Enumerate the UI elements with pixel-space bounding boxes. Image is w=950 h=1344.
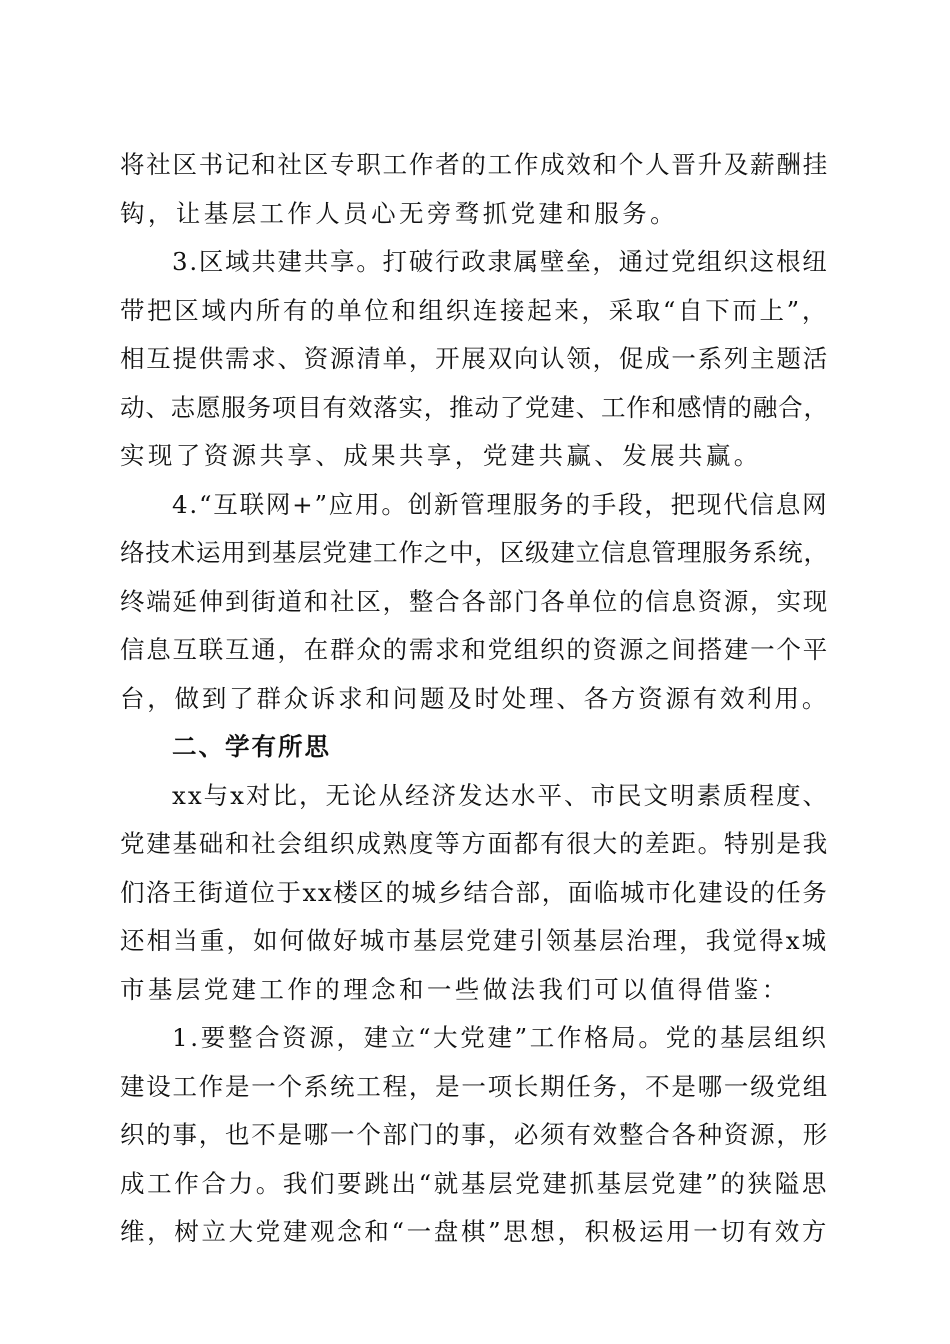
text-line: xx与x对比，无论从经济发达水平、市民文明素质程度、 xyxy=(172,780,830,810)
text-line: 带把区域内所有的单位和组织连接起来，采取“自下而上”， xyxy=(120,295,829,325)
text-line: 们洛王街道位于xx楼区的城乡结合部，面临城市化建设的任务 xyxy=(120,877,829,907)
text-line: 1.要整合资源，建立“大党建”工作格局。党的基层组织 xyxy=(172,1023,829,1052)
text-line: 建设工作是一个系统工程，是一项长期任务，不是哪一级党组 xyxy=(120,1071,829,1101)
text-line: 信息互联互通，在群众的需求和党组织的资源之间搭建一个平 xyxy=(120,635,829,664)
text-line: 成工作合力。我们要跳出“就基层党建抓基层党建”的狭隘思 xyxy=(120,1168,829,1198)
text-line: 动、志愿服务项目有效落实，推动了党建、工作和感情的融合， xyxy=(120,392,829,422)
text-line: 实现了资源共享、成果共享，党建共赢、发展共赢。 xyxy=(120,441,762,470)
text-line: 钩，让基层工作人员心无旁骛抓党建和服务。 xyxy=(120,198,678,228)
text-line: 将社区书记和社区专职工作者的工作成效和个人晋升及薪酬挂 xyxy=(120,150,829,179)
text-line: 络技术运用到基层党建工作之中，区级建立信息管理服务系统， xyxy=(120,538,829,567)
text-line: 相互提供需求、资源清单，开展双向认领，促成一系列主题活 xyxy=(120,344,829,373)
document-body xyxy=(120,141,830,1257)
text-line: 还相当重，如何做好城市基层党建引领基层治理，我觉得x城 xyxy=(120,926,829,955)
text-line: 4.“互联网+”应用。创新管理服务的手段，把现代信息网 xyxy=(172,489,829,519)
text-line: 3.区域共建共享。打破行政隶属壁垒，通过党组织这根纽 xyxy=(172,247,829,276)
section-heading: 二、学有所思 xyxy=(172,732,331,761)
text-line: 终端延伸到街道和社区，整合各部门各单位的信息资源，实现 xyxy=(120,586,829,616)
text-line: 党建基础和社会组织成熟度等方面都有很大的差距。特别是我 xyxy=(120,829,829,858)
text-line: 台，做到了群众诉求和问题及时处理、各方资源有效利用。 xyxy=(120,683,830,713)
text-line: 市基层党建工作的理念和一些做法我们可以值得借鉴： xyxy=(120,974,790,1004)
text-line: 织的事，也不是哪一个部门的事，必须有效整合各种资源，形 xyxy=(120,1120,829,1149)
text-line: 维，树立大党建观念和“一盘棋”思想，积极运用一切有效方 xyxy=(120,1217,829,1246)
